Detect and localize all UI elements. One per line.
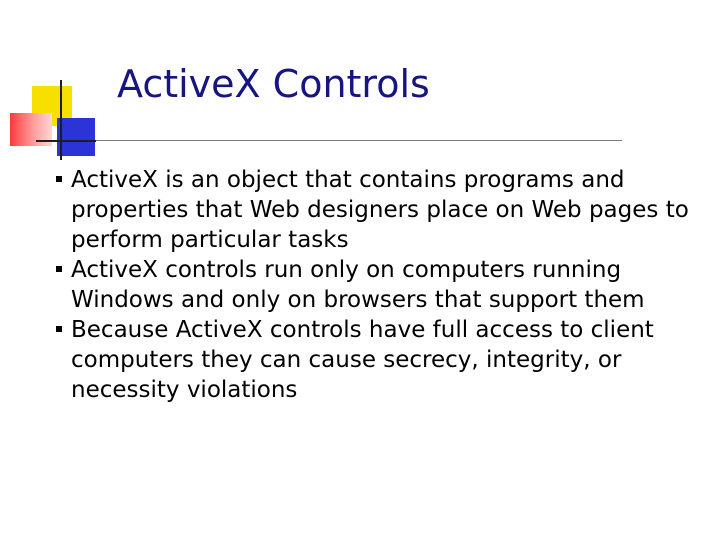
- title-underline-accent: [36, 140, 96, 142]
- square-bullet-icon: [56, 326, 62, 332]
- bullet-item: [56, 315, 706, 405]
- bullet-list: [56, 165, 706, 405]
- title-underline: [36, 140, 622, 141]
- bullet-text: Because ActiveX controls have full access to client computers they can cause secrecy, integrity, or necessity violations: [71, 317, 654, 403]
- blue-square-decoration: [57, 118, 95, 156]
- slide-title: ActiveX Controls: [117, 62, 430, 106]
- square-bullet-icon: [56, 266, 62, 272]
- bullet-text: ActiveX is an object that contains programs and properties that Web designers place on Web pages to perform particular tasks: [71, 167, 689, 253]
- bullet-item: [56, 255, 706, 315]
- bullet-text: ActiveX controls run only on computers running Windows and only on browsers that support them: [71, 257, 645, 313]
- vertical-divider: [60, 80, 62, 160]
- square-bullet-icon: [56, 176, 62, 182]
- bullet-item: [56, 165, 706, 255]
